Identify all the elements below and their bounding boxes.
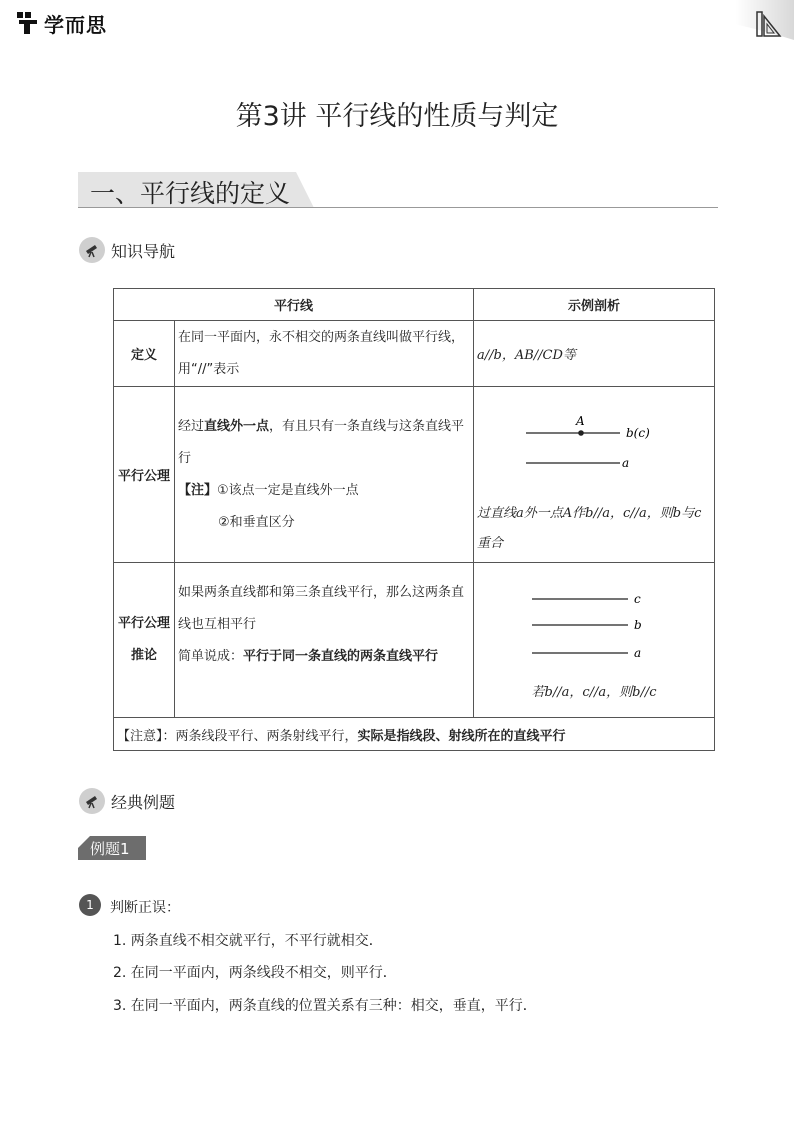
example-tag-label: 例题1 bbox=[90, 840, 130, 858]
table-row bbox=[114, 563, 715, 718]
axiom-example: 过直线a外一点A作b//a，c//a，则b与c重合 bbox=[477, 506, 702, 551]
table-row bbox=[114, 387, 715, 563]
corollary-label-1: 平行公理 bbox=[117, 616, 170, 631]
note-label: 【注意】 bbox=[117, 728, 163, 744]
question-item: 3. 在同一平面内，两条直线的位置关系有三种：相交，垂直，平行． bbox=[113, 998, 537, 1014]
xueersi-logo-icon bbox=[16, 10, 40, 36]
knowledge-nav-heading bbox=[79, 237, 175, 263]
section-heading-bar bbox=[78, 172, 718, 208]
corollary-simple-pre: 简单说成： bbox=[178, 649, 244, 664]
corollary-example-cell bbox=[474, 563, 715, 718]
corollary-label-b: b bbox=[634, 618, 642, 632]
question-stem: 判断正误： bbox=[110, 900, 180, 916]
corollary-simple-bold: 平行于同一条直线的两条直线平行 bbox=[243, 649, 439, 664]
axiom-note-1: ①该点一定是直线外一点 bbox=[217, 482, 359, 498]
note-bold: 实际是指线段、射线所在的直线平行 bbox=[357, 728, 566, 744]
axiom-note-2: ②和垂直区分 bbox=[218, 514, 295, 530]
axiom-point-a bbox=[578, 430, 584, 436]
axiom-upper-label: b(c) bbox=[626, 426, 650, 440]
col-header-parallel: 平行线 bbox=[114, 289, 474, 321]
definition-example: a//b，AB//CD等 bbox=[474, 321, 715, 387]
row-label-corollary bbox=[114, 563, 175, 718]
table-note-row bbox=[114, 718, 715, 751]
knowledge-nav-label: 知识导航 bbox=[111, 241, 176, 261]
note-text: ：两条线段平行、两条射线平行， bbox=[162, 728, 358, 744]
corollary-content bbox=[175, 563, 474, 718]
axiom-text-pre: 经过 bbox=[178, 418, 205, 434]
brand-logo bbox=[16, 8, 107, 38]
knowledge-table bbox=[113, 288, 715, 751]
ruler-set-square-icon bbox=[754, 10, 782, 38]
row-label-axiom: 平行公理 bbox=[114, 387, 175, 563]
definition-text: 在同一平面内，永不相交的两条直线叫做平行线，用“//”表示 bbox=[175, 321, 474, 387]
corollary-label-c: c bbox=[634, 592, 641, 606]
axiom-figure bbox=[474, 387, 710, 499]
axiom-note-label: 【注】 bbox=[178, 482, 218, 498]
example-tag bbox=[78, 836, 146, 860]
corollary-label-2: 推论 bbox=[130, 648, 157, 663]
table-note bbox=[114, 718, 715, 751]
header-background bbox=[0, 0, 794, 60]
corollary-label-a: a bbox=[634, 646, 642, 660]
classic-examples-label: 经典例题 bbox=[111, 792, 176, 812]
row-label-definition: 定义 bbox=[114, 321, 175, 387]
classic-examples-heading bbox=[79, 788, 175, 814]
brand-name: 学而思 bbox=[44, 12, 107, 37]
question-item: 2. 在同一平面内，两条线段不相交，则平行． bbox=[113, 965, 397, 981]
question-number-badge: 1 bbox=[79, 894, 101, 916]
section-heading: 一、平行线的定义 bbox=[90, 179, 291, 208]
corollary-text: 如果两条直线都和第三条直线平行，那么这两条直线也互相平行 bbox=[178, 585, 465, 632]
corollary-example: 若b//a，c//a，则b//c bbox=[531, 685, 657, 700]
axiom-point-label: A bbox=[576, 414, 585, 428]
example-tag-corner bbox=[78, 836, 90, 848]
axiom-text-post: ，有且只有一条直线与这条直线平行 bbox=[178, 418, 465, 466]
axiom-content bbox=[175, 387, 474, 563]
question-item: 1. 两条直线不相交就平行，不平行就相交． bbox=[113, 933, 383, 949]
axiom-lower-label: a bbox=[622, 456, 630, 470]
page-title: 第3讲 平行线的性质与判定 bbox=[235, 101, 559, 132]
telescope-icon bbox=[79, 788, 105, 814]
axiom-text-bold: 直线外一点 bbox=[204, 418, 270, 434]
corollary-figure bbox=[474, 563, 710, 681]
table-row bbox=[114, 321, 715, 387]
telescope-icon bbox=[79, 237, 105, 263]
table-header-row bbox=[114, 289, 715, 321]
axiom-example-cell bbox=[474, 387, 715, 563]
col-header-example: 示例剖析 bbox=[474, 289, 715, 321]
